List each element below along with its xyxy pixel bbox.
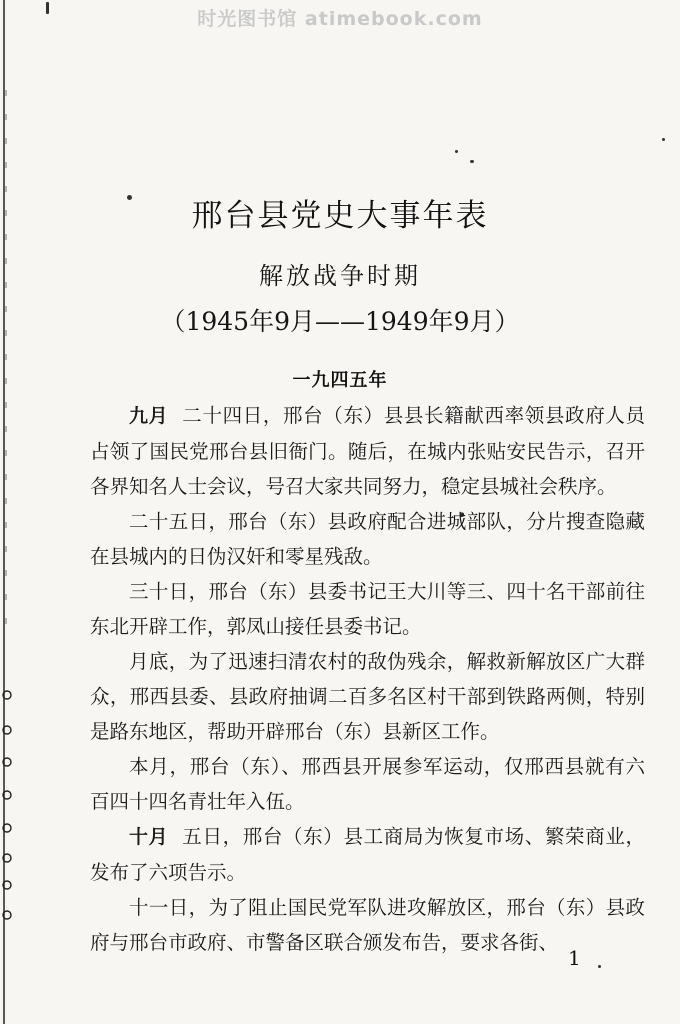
chronology-entry: [90, 504, 645, 574]
scan-speck: [662, 138, 665, 141]
chronology-entry: [90, 644, 645, 749]
chronology-body: [90, 398, 645, 960]
month-label: 九月: [129, 405, 169, 427]
year-heading: 一九四五年: [292, 370, 388, 391]
period-range: （1945年9月——1949年9月）: [160, 307, 520, 336]
entry-text: 二十四日，邢台（东）县县长籍献西率领县政府人员占领了国民党邢台县旧衙门。随后，在城内张贴安民告示，召开各界知名人士会议，号召大家共同努力，稳定县城社会秩序。: [90, 404, 645, 498]
entry-text: 二十五日，邢台（东）县政府配合进城部队，分片搜查隐藏在县城内的日伪汉奸和零星残敌。: [90, 510, 645, 568]
entry-text: 本月，邢台（东）、邢西县开展参军运动，仅邢西县就有六百四十四名青壮年入伍。: [90, 755, 645, 813]
chronology-entry: [90, 890, 645, 960]
watermark: 时光图书馆 atimebook.com: [197, 8, 483, 30]
entry-text: 三十日，邢台（东）县委书记王大川等三、四十名干部前往东北开辟工作，郭凤山接任县委书记。: [90, 580, 645, 638]
month-label: 十月: [129, 826, 169, 848]
page-number: 1: [568, 946, 581, 970]
entry-text: 月底，为了迅速扫清农村的敌伪残余，解救新解放区广大群众，邢西县委、县政府抽调二百多名区村干部到铁路两侧，特别是路东地区，帮助开辟邢台（东）县新区工作。: [90, 650, 645, 743]
document-subtitle: 解放战争时期: [259, 262, 421, 290]
entry-text: 五日，邢台（东）县工商局为恢复市场、繁荣商业，发布了六项告示。: [90, 825, 645, 884]
chronology-entry: [90, 749, 645, 819]
chronology-entry: [90, 398, 645, 504]
chronology-entry: [90, 574, 645, 644]
chronology-entry: [90, 819, 645, 890]
scan-speck: [598, 965, 601, 968]
scan-speck: [470, 160, 474, 163]
document-title: 邢台县党史大事年表: [191, 198, 489, 234]
entry-text: 十一日，为了阻止国民党军队进攻解放区，邢台（东）县政府与邢台市政府、市警备区联合颁发布告，要求各街、: [90, 896, 645, 954]
scan-speck: [455, 150, 458, 153]
scan-binding-edge: [0, 0, 14, 1024]
